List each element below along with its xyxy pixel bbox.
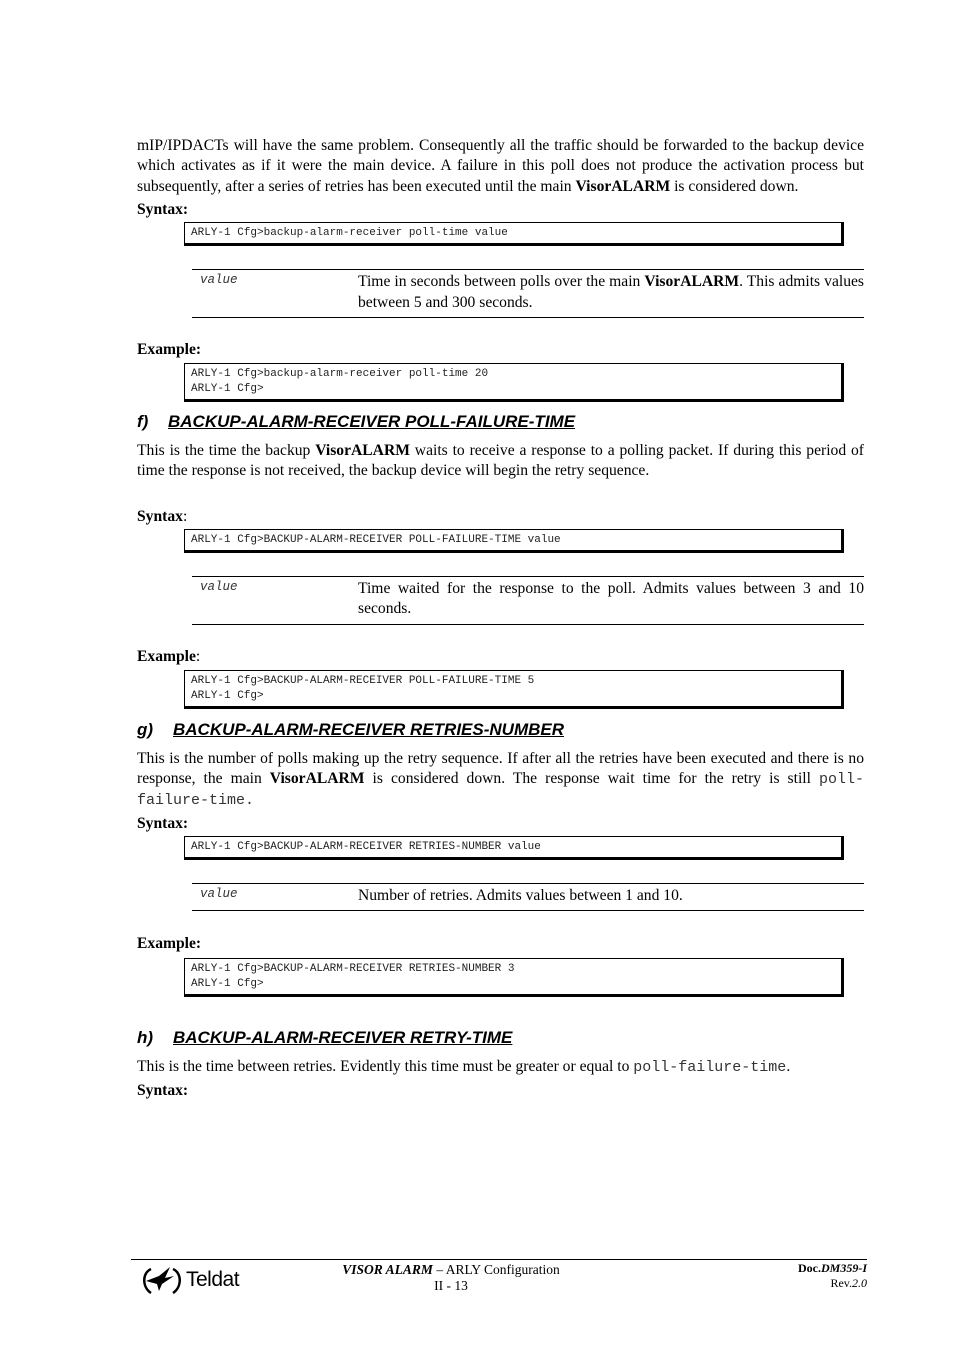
code-line: ARLY-1 Cfg>BACKUP-ALARM-RECEIVER POLL-FAILURE-TIME value [191,533,561,546]
intro-bold: VisorALARM [575,177,671,195]
code-line: ARLY-1 Cfg>BACKUP-ALARM-RECEIVER RETRIES-NUMBER 3 [191,963,515,976]
section-g-example-label: Example: [137,935,202,953]
intro-paragraph [137,136,864,197]
section-f-paragraph [137,441,864,482]
section-g-heading [137,719,864,741]
param-desc-text: Time in seconds between polls over the main [358,273,645,291]
paragraph-tail: . [786,1058,791,1076]
section-f-heading [137,411,864,433]
code-line: ARLY-1 Cfg>BACKUP-ALARM-RECEIVER RETRIES-NUMBER value [191,840,541,853]
poll-time-syntax-code [184,222,844,246]
section-g-example-code [184,958,844,997]
param-desc-bold: VisorALARM [644,273,740,291]
section-f-param-row [192,576,864,625]
param-description: Number of retries. Admits values between 1 and 10. [358,886,683,904]
paragraph-tail: waits to receive a response to a polling packet. If during this period of time the response is not received, the backup device will begin the retry sequence. [137,442,864,480]
param-description: Time waited for the response to the poll. Admits values between 3 and 10 seconds. [358,579,864,618]
section-number: g) [137,719,154,739]
paragraph-text: This is the number of polls making up the retry sequence. If after all the retries have been executed and there is no response, the main [137,749,864,788]
section-h-syntax-label: Syntax: [137,1081,189,1099]
teldat-bird-icon [137,1263,185,1297]
poll-time-param-row [192,269,864,318]
param-name: value [200,886,238,901]
paragraph-bold: VisorALARM [269,770,365,788]
code-line: ARLY-1 Cfg> [191,383,264,396]
paragraph-tail: is considered down. The response wait time for the retry is still [364,770,819,788]
code-line: ARLY-1 Cfg>BACKUP-ALARM-RECEIVER POLL-FAILURE-TIME 5 [191,674,535,687]
paragraph-bold: VisorALARM [315,442,410,460]
section-f-example-code [184,670,844,709]
param-name: value [200,273,238,288]
code-line: ARLY-1 Cfg> [191,978,264,991]
section-h-heading [137,1027,864,1049]
doc-id: DM359-I [820,1261,867,1275]
section-f-syntax-label [137,507,864,527]
paragraph-mono: poll-failure-time. [137,771,865,810]
page-footer [131,1259,867,1300]
section-g-param-row [192,883,864,911]
section-g-paragraph [137,749,864,812]
param-name: value [200,579,238,594]
section-g-syntax-code [184,836,844,860]
section-g-syntax-label: Syntax: [137,814,189,832]
section-f-syntax-code [184,529,844,553]
teldat-logo [137,1263,239,1297]
section-title: BACKUP-ALARM-RECEIVER POLL-FAILURE-TIME [168,412,576,432]
page-content [137,136,864,1101]
section-number: h) [137,1028,154,1048]
intro-tail: is considered down. [670,177,799,195]
section-title: BACKUP-ALARM-RECEIVER RETRY-TIME [173,1028,513,1048]
footer-doc-info [798,1261,867,1291]
footer-title [281,1262,621,1294]
intro-text: mIP/IPDACTs will have the same problem. Consequently all the traffic should be forwarded to the backup device which activates as if it were the main device. A failure in this poll does not produce the activation process but subsequently, after a series of retries has been executed until the main [137,137,864,195]
label-colon: : [195,647,201,665]
poll-time-syntax-label: Syntax: [137,201,189,219]
code-line: ARLY-1 Cfg>backup-alarm-receiver poll-time value [191,227,508,240]
section-title: BACKUP-ALARM-RECEIVER RETRIES-NUMBER [173,719,564,739]
section-number: f) [137,412,149,432]
footer-subtitle: – ARLY Configuration [432,1262,560,1277]
code-line: ARLY-1 Cfg>backup-alarm-receiver poll-time 20 [191,368,489,381]
paragraph-text: This is the time the backup [137,442,316,460]
param-desc-tail: . This admits values between 5 and 300 seconds. [358,273,865,311]
page-number: II - 13 [434,1278,468,1293]
footer-product: VISOR ALARM [342,1262,433,1277]
section-f-example-label [137,647,864,667]
label-text: Syntax [137,507,183,525]
label-text: Example [137,647,196,665]
label-colon: : [182,507,188,525]
poll-time-example-code [184,363,844,402]
rev-number: 2.0 [852,1276,867,1290]
code-line: ARLY-1 Cfg> [191,689,264,702]
rev-prefix: Rev. [830,1276,852,1290]
param-description [358,272,864,313]
logo-text: Teldat [186,1268,240,1291]
poll-time-example-label: Example: [137,341,202,359]
paragraph-mono: poll-failure-time [633,1059,787,1077]
section-h-paragraph [137,1057,864,1078]
doc-prefix: Doc. [797,1261,821,1275]
paragraph-text: This is the time between retries. Evidently this time must be greater or equal to [137,1058,634,1076]
